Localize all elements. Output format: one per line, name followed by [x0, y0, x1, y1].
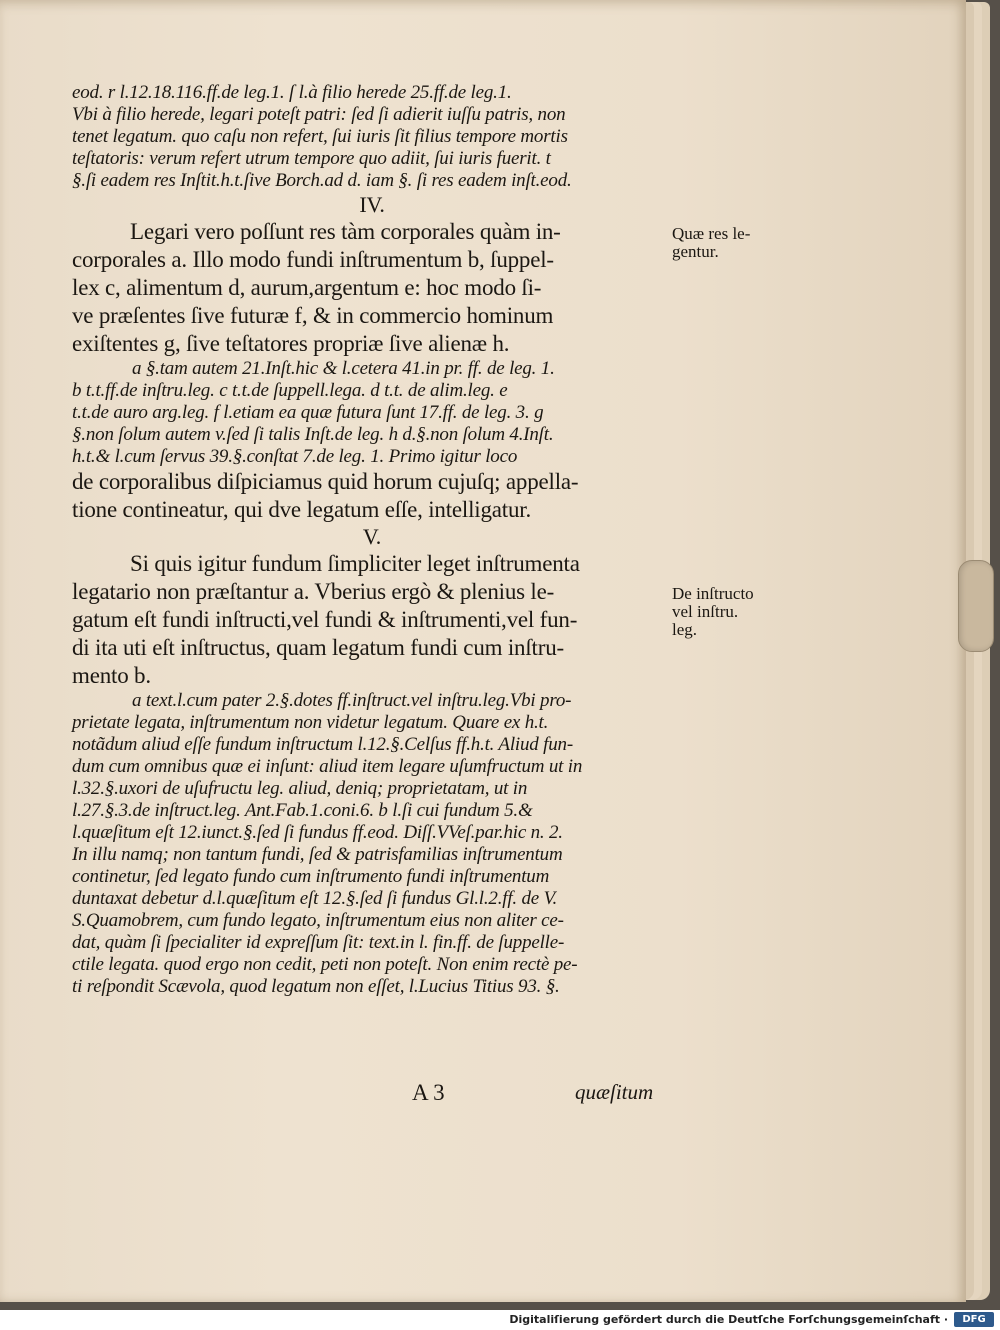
marginal-line: gentur. [672, 242, 719, 261]
note-line: h.t.& l.cum ſervus 39.§.conſtat 7.de leg. 1. Primo igitur loco [72, 446, 518, 467]
body-line: ve præſentes ſive futuræ f, & in commercio hominum [72, 303, 554, 328]
marginal-line: vel inſtru. [672, 602, 739, 621]
body-line: Legari vero poſſunt res tàm corporales quàm in- [130, 219, 561, 244]
note-line: tenet legatum. quo caſu non refert, ſui iuris ſit filius tempore mortis [72, 126, 568, 147]
body-line: Si quis igitur fundum ſimpliciter leget inſtrumenta [130, 551, 580, 576]
note-line: l.32.§.uxori de uſufructu leg. aliud, deniq; proprietatam, ut in [72, 778, 528, 799]
body-line: lex c, alimentum d, aurum,argentum e: hoc modo ſi- [72, 275, 542, 300]
body-line: legatario non præſtantur a. Vberius ergò & plenius le- [72, 579, 555, 604]
note-line: prietate legata, inſtrumentum non videtur legatum. Quare ex h.t. [72, 712, 549, 733]
body-line: corporales a. Illo modo fundi inſtrumentum b, ſuppel- [72, 247, 554, 272]
note-line: ti reſpondit Scævola, quod legatum non eſſet, l.Lucius Titius 93. §. [72, 976, 560, 997]
note-line: teſtatoris: verum refert utrum tempore quo adiit, ſui iuris fuerit. t [72, 148, 551, 169]
section-heading-v: V. [362, 524, 382, 549]
body-line: gatum eſt fundi inſtructi,vel fundi & inſtrumenti,vel fun- [72, 607, 578, 632]
note-line: ctile legata. quod ergo non cedit, peti non poteſt. Non enim rectè pe- [72, 954, 578, 975]
note-line: eod. r l.12.18.116.ff.de leg.1. ſ l.à filio herede 25.ff.de leg.1. [72, 82, 512, 103]
marginal-note-quae-res [672, 225, 782, 261]
note-line: a text.l.cum pater 2.§.dotes ff.inſtruct.vel inſtru.leg.Vbi pro- [132, 690, 572, 711]
note-line: dat, quàm ſi ſpecialiter id expreſſum ſit: text.in l. fin.ff. de ſuppelle- [72, 932, 565, 953]
body-line: de corporalibus diſpiciamus quid horum cujuſq; appella- [72, 469, 579, 494]
body-line: exiſtentes g, ſive teſtatores propriæ ſive alienæ h. [72, 331, 510, 356]
dfg-logo: DFG [954, 1312, 994, 1327]
marginal-line: Quæ res le- [672, 224, 751, 243]
note-line: a §.tam autem 21.Inſt.hic & l.cetera 41.in pr. ff. de leg. 1. [132, 358, 555, 379]
note-line: §.non ſolum autem v.ſed ſi talis Inſt.de leg. h d.§.non ſolum 4.Inſt. [72, 424, 554, 445]
note-line: l.27.§.3.de inſtruct.leg. Ant.Fab.1.coni.6. b l.ſi cui fundum 5.& [72, 800, 533, 821]
note-line: continetur, ſed legato fundo cum inſtrumento fundi inſtrumentum [72, 866, 550, 887]
note-line: In illu namq; non tantum fundi, ſed & patrisfamilias inſtrumentum [72, 844, 563, 865]
note-line: b t.t.ff.de inſtru.leg. c t.t.de ſuppell.lega. d t.t. de alim.leg. e [72, 380, 508, 401]
signature-mark: A 3 [412, 1080, 445, 1105]
funding-note: Digitaliſierung gefördert durch die Deutſche Forſchungsgemeinſchaft · [509, 1313, 948, 1326]
note-line: Vbi à filio herede, legari poteſt patri: ſed ſi adierit iuſſu patris, non [72, 104, 566, 125]
body-line: tione contineatur, qui dve legatum eſſe, intelligatur. [72, 497, 532, 522]
marginal-line: leg. [672, 620, 698, 639]
note-line: duntaxat debetur d.l.quæſitum eſt 12.§.ſed ſi fundus Gl.l.2.ff. de V. [72, 888, 558, 909]
marginal-line: De inſtructo [672, 584, 754, 603]
note-line: §.ſi eadem res Inſtit.h.t.ſive Borch.ad d. iam §. ſi res eadem inſt.eod. [72, 170, 572, 191]
book-clip [958, 560, 994, 652]
body-line: mento b. [72, 663, 151, 688]
note-line: t.t.de auro arg.leg. f l.etiam ea quæ futura ſunt 17.ff. de leg. 3. g [72, 402, 544, 423]
section-heading-iv: IV. [359, 192, 385, 217]
page-text-block [72, 82, 672, 998]
note-line: dum cum omnibus quæ ei inſunt: aliud item legare uſumfructum ut in [72, 756, 583, 777]
note-line: notãdum aliud eſſe fundum inſtructum l.12.§.Celſus ff.h.t. Aliud fun- [72, 734, 573, 755]
note-line: S.Quamobrem, cum fundo legato, inſtrumentum eius non aliter ce- [72, 910, 564, 931]
marginal-note-de-instructo [672, 585, 782, 639]
note-line: l.quæſitum eſt 12.iunct.§.ſed ſi fundus ff.eod. Diſſ.VVeſ.par.hic n. 2. [72, 822, 563, 843]
catchword: quæſitum [575, 1080, 654, 1104]
digitization-footer [0, 1310, 1000, 1330]
body-line: di ita uti eſt inſtructus, quam legatum fundi cum inſtru- [72, 635, 564, 660]
